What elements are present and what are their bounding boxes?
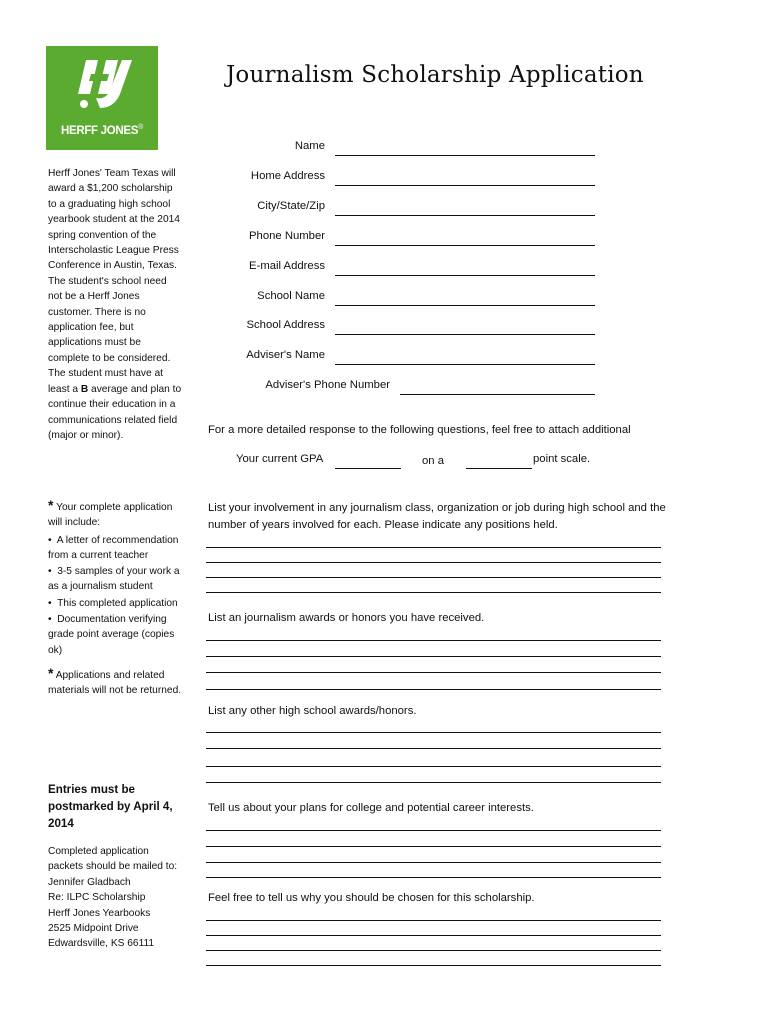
school-address-field[interactable] bbox=[335, 334, 595, 335]
gpa-scale-label: point scale. bbox=[533, 453, 591, 465]
question-plans: Tell us about your plans for college and potential career interests. bbox=[208, 802, 534, 814]
home-address-field[interactable] bbox=[335, 185, 595, 186]
answer-line[interactable] bbox=[206, 640, 661, 641]
deadline-notice: Entries must be postmarked by April 4, 2014 bbox=[48, 783, 173, 830]
answer-line[interactable] bbox=[206, 920, 661, 921]
answer-line[interactable] bbox=[206, 965, 661, 966]
answer-line[interactable] bbox=[206, 846, 661, 847]
gpa-on-a: on a bbox=[422, 455, 444, 467]
address-line: Jennifer Gladbach bbox=[48, 876, 131, 888]
email-field[interactable] bbox=[335, 275, 595, 276]
answer-line[interactable] bbox=[206, 830, 661, 831]
home-address-label: Home Address bbox=[250, 170, 325, 182]
answer-line[interactable] bbox=[206, 935, 661, 936]
herff-jones-logo bbox=[46, 46, 158, 150]
adviser-name-field[interactable] bbox=[335, 364, 595, 365]
answer-line[interactable] bbox=[206, 689, 661, 690]
city-state-zip-label: City/State/Zip bbox=[257, 200, 325, 212]
address-line: Re: ILPC Scholarship bbox=[48, 892, 146, 904]
answer-line[interactable] bbox=[206, 782, 661, 783]
requirement-grade: B bbox=[80, 383, 89, 395]
answer-line[interactable] bbox=[206, 547, 661, 548]
requirement-text: The student must have at least a bbox=[48, 368, 163, 395]
email-label: E-mail Address bbox=[249, 260, 325, 272]
school-address-label: School Address bbox=[246, 319, 325, 331]
not-returned-note: Applications and related materials will not be returned. bbox=[48, 670, 182, 697]
answer-line[interactable] bbox=[206, 577, 661, 578]
asterisk-marker: * bbox=[48, 497, 54, 513]
hj-logo-mark-icon bbox=[46, 46, 158, 126]
bullet-item: • Documentation verifying grade point average (copies ok) bbox=[48, 613, 175, 656]
phone-field[interactable] bbox=[335, 245, 595, 246]
answer-line[interactable] bbox=[206, 766, 661, 767]
asterisk-marker: * bbox=[48, 665, 54, 682]
gpa-scale-field[interactable] bbox=[466, 468, 532, 469]
adviser-name-label: Adviser's Name bbox=[246, 349, 325, 361]
name-label: Name bbox=[294, 140, 325, 152]
answer-line[interactable] bbox=[206, 562, 661, 563]
adviser-phone-label: Adviser's Phone Number bbox=[265, 379, 390, 391]
detail-note: For a more detailed response to the following questions, feel free to attach additional bbox=[208, 424, 631, 436]
sidebar-requirements bbox=[48, 497, 183, 699]
answer-line[interactable] bbox=[206, 656, 661, 657]
city-state-zip-field[interactable] bbox=[335, 215, 595, 216]
school-name-field[interactable] bbox=[335, 305, 595, 306]
school-name-label: School Name bbox=[257, 290, 325, 302]
gpa-field[interactable] bbox=[335, 468, 401, 469]
gpa-label: Your current GPA bbox=[236, 453, 324, 465]
requirement-text-end: average and plan to continue their education in a communications related field (major or minor). bbox=[48, 383, 182, 441]
answer-line[interactable] bbox=[206, 862, 661, 863]
adviser-phone-field[interactable] bbox=[400, 394, 595, 395]
bullet-item: • A letter of recommendation from a current teacher bbox=[48, 534, 179, 562]
answer-line[interactable] bbox=[206, 592, 661, 593]
question-other-awards: List any other high school awards/honors. bbox=[208, 705, 417, 717]
answer-line[interactable] bbox=[206, 950, 661, 951]
question-why: Feel free to tell us why you should be chosen for this scholarship. bbox=[208, 892, 535, 904]
complete-heading: Your complete application will include: bbox=[48, 502, 173, 529]
mail-intro: Completed application packets should be mailed to: bbox=[48, 846, 178, 873]
sidebar-intro bbox=[48, 166, 183, 443]
phone-label: Phone Number bbox=[249, 230, 325, 242]
answer-line[interactable] bbox=[206, 732, 661, 733]
question-involvement: List your involvement in any journalism class, organization or job during high school and the number of years involved for each. Please indicate any positions held. bbox=[208, 502, 666, 531]
address-line: Herff Jones Yearbooks bbox=[48, 907, 151, 919]
name-field[interactable] bbox=[335, 155, 595, 156]
bullet-item: • This completed application bbox=[48, 598, 178, 610]
mailing-info bbox=[48, 844, 183, 952]
page-title: Journalism Scholarship Application bbox=[226, 62, 644, 88]
logo-brand-text: HERFF JONES® bbox=[60, 124, 144, 137]
question-awards: List an journalism awards or honors you have received. bbox=[208, 612, 485, 624]
bullet-item: • 3-5 samples of your work a as a journalism student bbox=[48, 565, 180, 593]
answer-line[interactable] bbox=[206, 672, 661, 673]
address-line: 2525 Midpoint Drive bbox=[48, 923, 139, 935]
intro-text: Herff Jones' Team Texas will award a $1,200 scholarship to a graduating high school yearbook student at the 2014 spring convention of the Interscholastic League Press Conference in Austin, Texas. The student's school need not be a Herff Jones customer. There is no application fee, but applications must be complete to be considered. bbox=[48, 168, 180, 364]
address-line: Edwardsville, KS 66111 bbox=[48, 938, 155, 950]
answer-line[interactable] bbox=[206, 877, 661, 878]
answer-line[interactable] bbox=[206, 748, 661, 749]
